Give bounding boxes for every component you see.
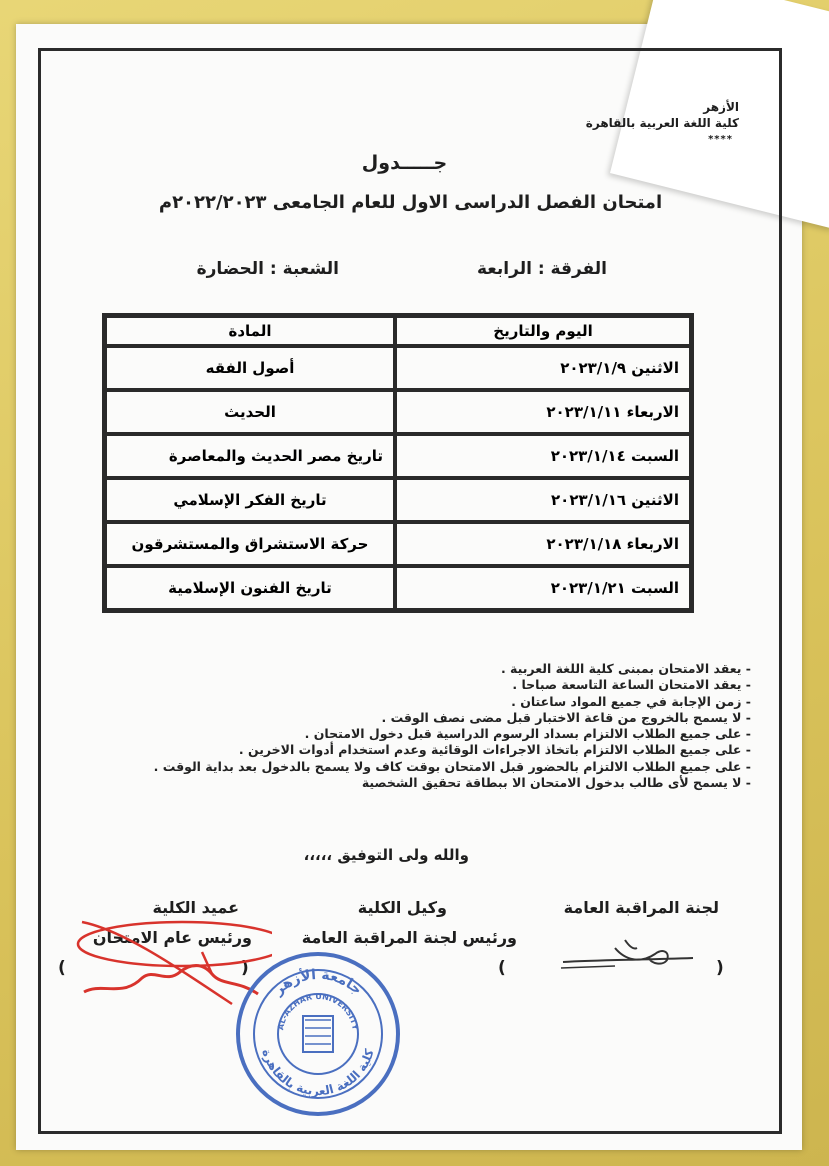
rule-item: - زمن الإجابة في جميع المواد ساعتان . [511,693,751,709]
division-label: الشعبة : الحضارة [196,259,339,279]
row-date: السبت ٢٠٢٣/١/١٤ [395,434,691,478]
stamp-latin: AL-AZHAR UNIVERSITY [276,991,360,1031]
rule-item: - لا يسمح بالخروج من قاعة الاختبار قبل مضى نصف الوقت . [381,709,751,725]
stamp-arabic-top: جامعة الأزهر [270,966,366,999]
table-row [105,390,691,434]
page-title-word: جـــــدول [361,152,448,174]
year-label: الفرقة : الرابعة [477,259,607,279]
row-date: السبت ٢٠٢٣/١/٢١ [395,566,691,610]
table-row [105,434,691,478]
exam-schedule-table [102,313,694,613]
row-subject: أصول الفقه [105,346,395,390]
paren-middle-open: ( [498,958,506,978]
row-date: الاربعاء ٢٠٢٣/١/١٨ [395,522,691,566]
rule-item: - على جميع الطلاب الالتزام بسداد الرسوم الدراسية قبل دخول الامتحان . [304,726,751,742]
rule-item: - على جميع الطلاب الالتزام باتخاذ الاجراءات الوقائية وعدم استخدام أدوات الاخرين . [238,742,751,758]
signature-monitoring-title: لجنة المراقبة العامة [563,898,719,917]
table-row [105,566,691,610]
row-subject: تاريخ الفنون الإسلامية [105,566,395,610]
paren-right-close: ) [716,958,724,978]
row-subject: تاريخ الفكر الإسلامي [105,478,395,522]
signature-vice-dean-subtitle: ورئيس لجنة المراقبة العامة [301,928,517,947]
rule-item: - يعقد الامتحان الساعة التاسعة صباحا . [512,677,751,693]
rule-item: - لا يسمح لأى طالب بدخول الامتحان الا ببطاقة تحقيق الشخصية [361,775,751,791]
table-row [105,478,691,522]
paren-left-close: ( [58,958,66,978]
header-stars: **** [708,134,733,145]
row-subject: حركة الاستشراق والمستشرقون [105,522,395,566]
table-row [105,346,691,390]
paren-left-open: ) [241,958,249,978]
exam-rules-list [151,661,751,791]
row-subject: تاريخ مصر الحديث والمعاصرة [105,434,395,478]
row-date: الاثنين ٢٠٢٣/١/١٦ [395,478,691,522]
header-institution: الأزهر [703,100,739,114]
closing-line: والله ولى التوفيق ،،،،، [303,846,469,864]
rule-item: - يعقد الامتحان بمبنى كلية اللغة العربية . [500,661,751,676]
university-seal-stamp [233,946,403,1120]
signature-dean-subtitle: ورئيس عام الامتحان [92,928,252,947]
table-header-row [105,316,691,346]
row-date: الاربعاء ٢٠٢٣/١/١١ [395,390,691,434]
monitoring-signature-mark [555,930,705,980]
page-title: امتحان الفصل الدراسى الاول للعام الجامعى ٢٠٢٢/٢٠٢٣م [158,192,663,213]
header-college: كلية اللغة العربية بالقاهرة [585,116,739,130]
header-date-cell: اليوم والتاريخ [395,316,691,346]
rule-item: - على جميع الطلاب الالتزام بالحضور قبل الامتحان بوقت كاف ولا يسمح بالدخول بعد بداية الوقت . [153,758,751,774]
row-date: الاثنين ٢٠٢٣/١/٩ [395,346,691,390]
header-subject-cell: المادة [105,316,395,346]
stamp-arabic-bottom: كلية اللغة العربية بالقاهرة [259,1047,377,1099]
table-row [105,522,691,566]
row-subject: الحديث [105,390,395,434]
signature-dean-title: عميد الكلية [152,898,239,917]
signature-vice-dean-title: وكيل الكلية [357,898,447,917]
